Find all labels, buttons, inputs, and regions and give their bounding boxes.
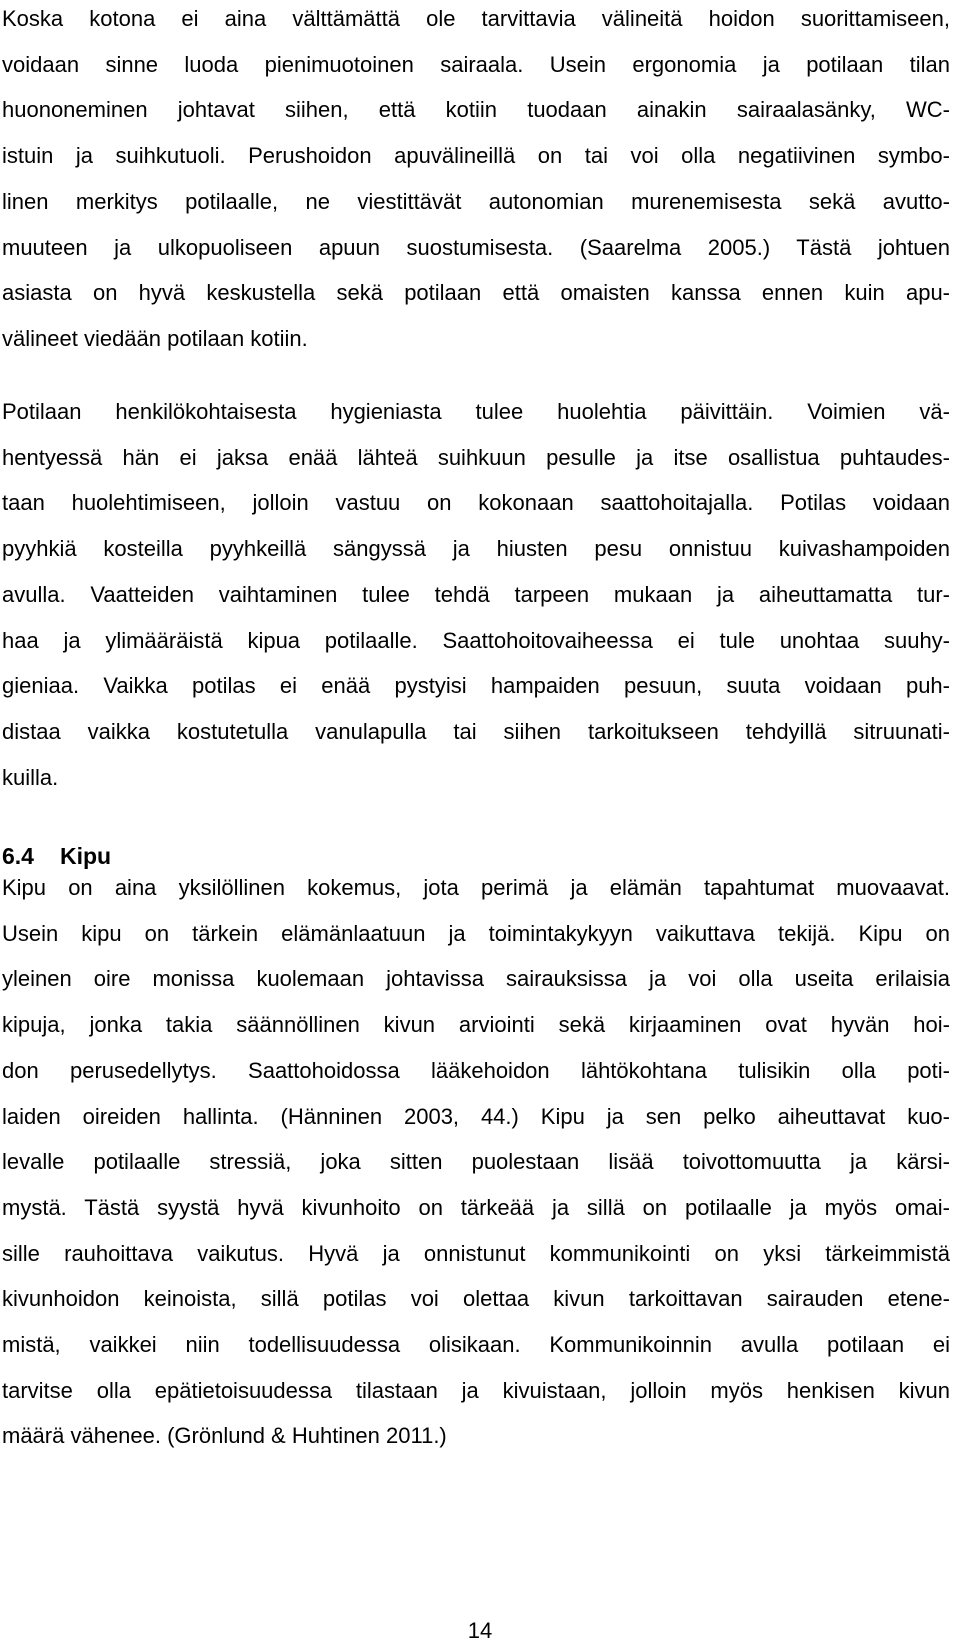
paragraph-equipment: [2, 0, 950, 362]
text-line: Usein kipu on tärkein elämänlaatuun ja toimintakykyyn vaikuttava tekijä. Kipu on: [2, 920, 950, 946]
text-line: mystä. Tästä syystä hyvä kivunhoito on tärkeää ja sillä on potilaalle ja myös omai-: [2, 1194, 950, 1220]
section-number: 6.4: [2, 843, 34, 869]
text-line: sille rauhoittava vaikutus. Hyvä ja onnistunut kommunikointi on yksi tärkeimmistä: [2, 1240, 950, 1266]
text-line: välineet viedään potilaan kotiin.: [2, 325, 308, 351]
text-line: kuilla.: [2, 764, 59, 790]
text-line: laiden oireiden hallinta. (Hänninen 2003, 44.) Kipu ja sen pelko aiheuttavat kuo-: [2, 1103, 950, 1129]
section-title: Kipu: [60, 843, 112, 869]
text-line: linen merkitys potilaalle, ne viestittävät autonomian murenemisesta sekä avutto-: [2, 188, 950, 214]
text-line: muuteen ja ulkopuoliseen apuun suostumisesta. (Saarelma 2005.) Tästä johtuen: [2, 234, 950, 260]
paragraph-hygiene: [2, 389, 950, 800]
text-line: gieniaa. Vaikka potilas ei enää pystyisi hampaiden pesuun, suuta voidaan puh-: [2, 673, 950, 699]
text-line: kipuja, jonka takia säännöllinen kivun arviointi sekä kirjaaminen ovat hyvän hoi-: [2, 1012, 950, 1038]
text-line: istuin ja suihkutuoli. Perushoidon apuvälineillä on tai voi olla negatiivinen symbo-: [2, 143, 950, 169]
text-line: voidaan sinne luoda pienimuotoinen sairaala. Usein ergonomia ja potilaan tilan: [2, 51, 950, 77]
page-number: 14: [467, 1618, 493, 1643]
text-line: Koska kotona ei aina välttämättä ole tarvittavia välineitä hoidon suorittamiseen,: [2, 6, 950, 31]
text-line: määrä vähenee. (Grönlund & Huhtinen 2011.): [2, 1423, 447, 1449]
text-line: Kipu on aina yksilöllinen kokemus, jota perimä ja elämän tapahtumat muovaavat.: [2, 875, 950, 900]
text-line: taan huolehtimiseen, jolloin vastuu on kokonaan saattohoitajalla. Potilas voidaan: [2, 490, 950, 516]
paragraph-pain: [2, 865, 950, 1459]
text-line: levalle potilaalle stressiä, joka sitten puolestaan lisää toivottomuutta ja kärsi-: [2, 1149, 950, 1175]
text-line: distaa vaikka kostutetulla vanulapulla tai siihen tarkoitukseen tehdyillä sitruunati-: [2, 718, 950, 744]
text-line: mistä, vaikkei niin todellisuudessa olisikaan. Kommunikoinnin avulla potilaan ei: [2, 1332, 950, 1358]
text-line: don perusedellytys. Saattohoidossa lääkehoidon lähtökohtana tulisikin olla poti-: [2, 1057, 950, 1083]
text-line: kivunhoidon keinoista, sillä potilas voi olettaa kivun tarkoittavan sairauden etene-: [2, 1286, 950, 1312]
text-line: Potilaan henkilökohtaisesta hygieniasta tulee huolehtia päivittäin. Voimien vä-: [2, 399, 950, 424]
text-line: tarvitse olla epätietoisuudessa tilastaan ja kivuistaan, jolloin myös henkisen kivun: [2, 1377, 950, 1403]
text-line: huononeminen johtavat siihen, että kotiin tuodaan ainakin sairaalasänky, WC-: [2, 97, 950, 123]
text-line: pyyhkiä kosteilla pyyhkeillä sängyssä ja hiusten pesu onnistuu kuivashampoiden: [2, 536, 950, 562]
text-line: hentyessä hän ei jaksa enää lähteä suihkuun pesulle ja itse osallistua puhtaudes-: [2, 444, 950, 470]
text-line: asiasta on hyvä keskustella sekä potilaan että omaisten kanssa ennen kuin apu-: [2, 280, 950, 306]
text-line: haa ja ylimääräistä kipua potilaalle. Saattohoitovaiheessa ei tule unohtaa suuhy-: [2, 627, 950, 653]
text-line: yleinen oire monissa kuolemaan johtavissa sairauksissa ja voi olla useita erilaisia: [2, 966, 950, 992]
text-line: avulla. Vaatteiden vaihtaminen tulee tehdä tarpeen mukaan ja aiheuttamatta tur-: [2, 581, 950, 607]
